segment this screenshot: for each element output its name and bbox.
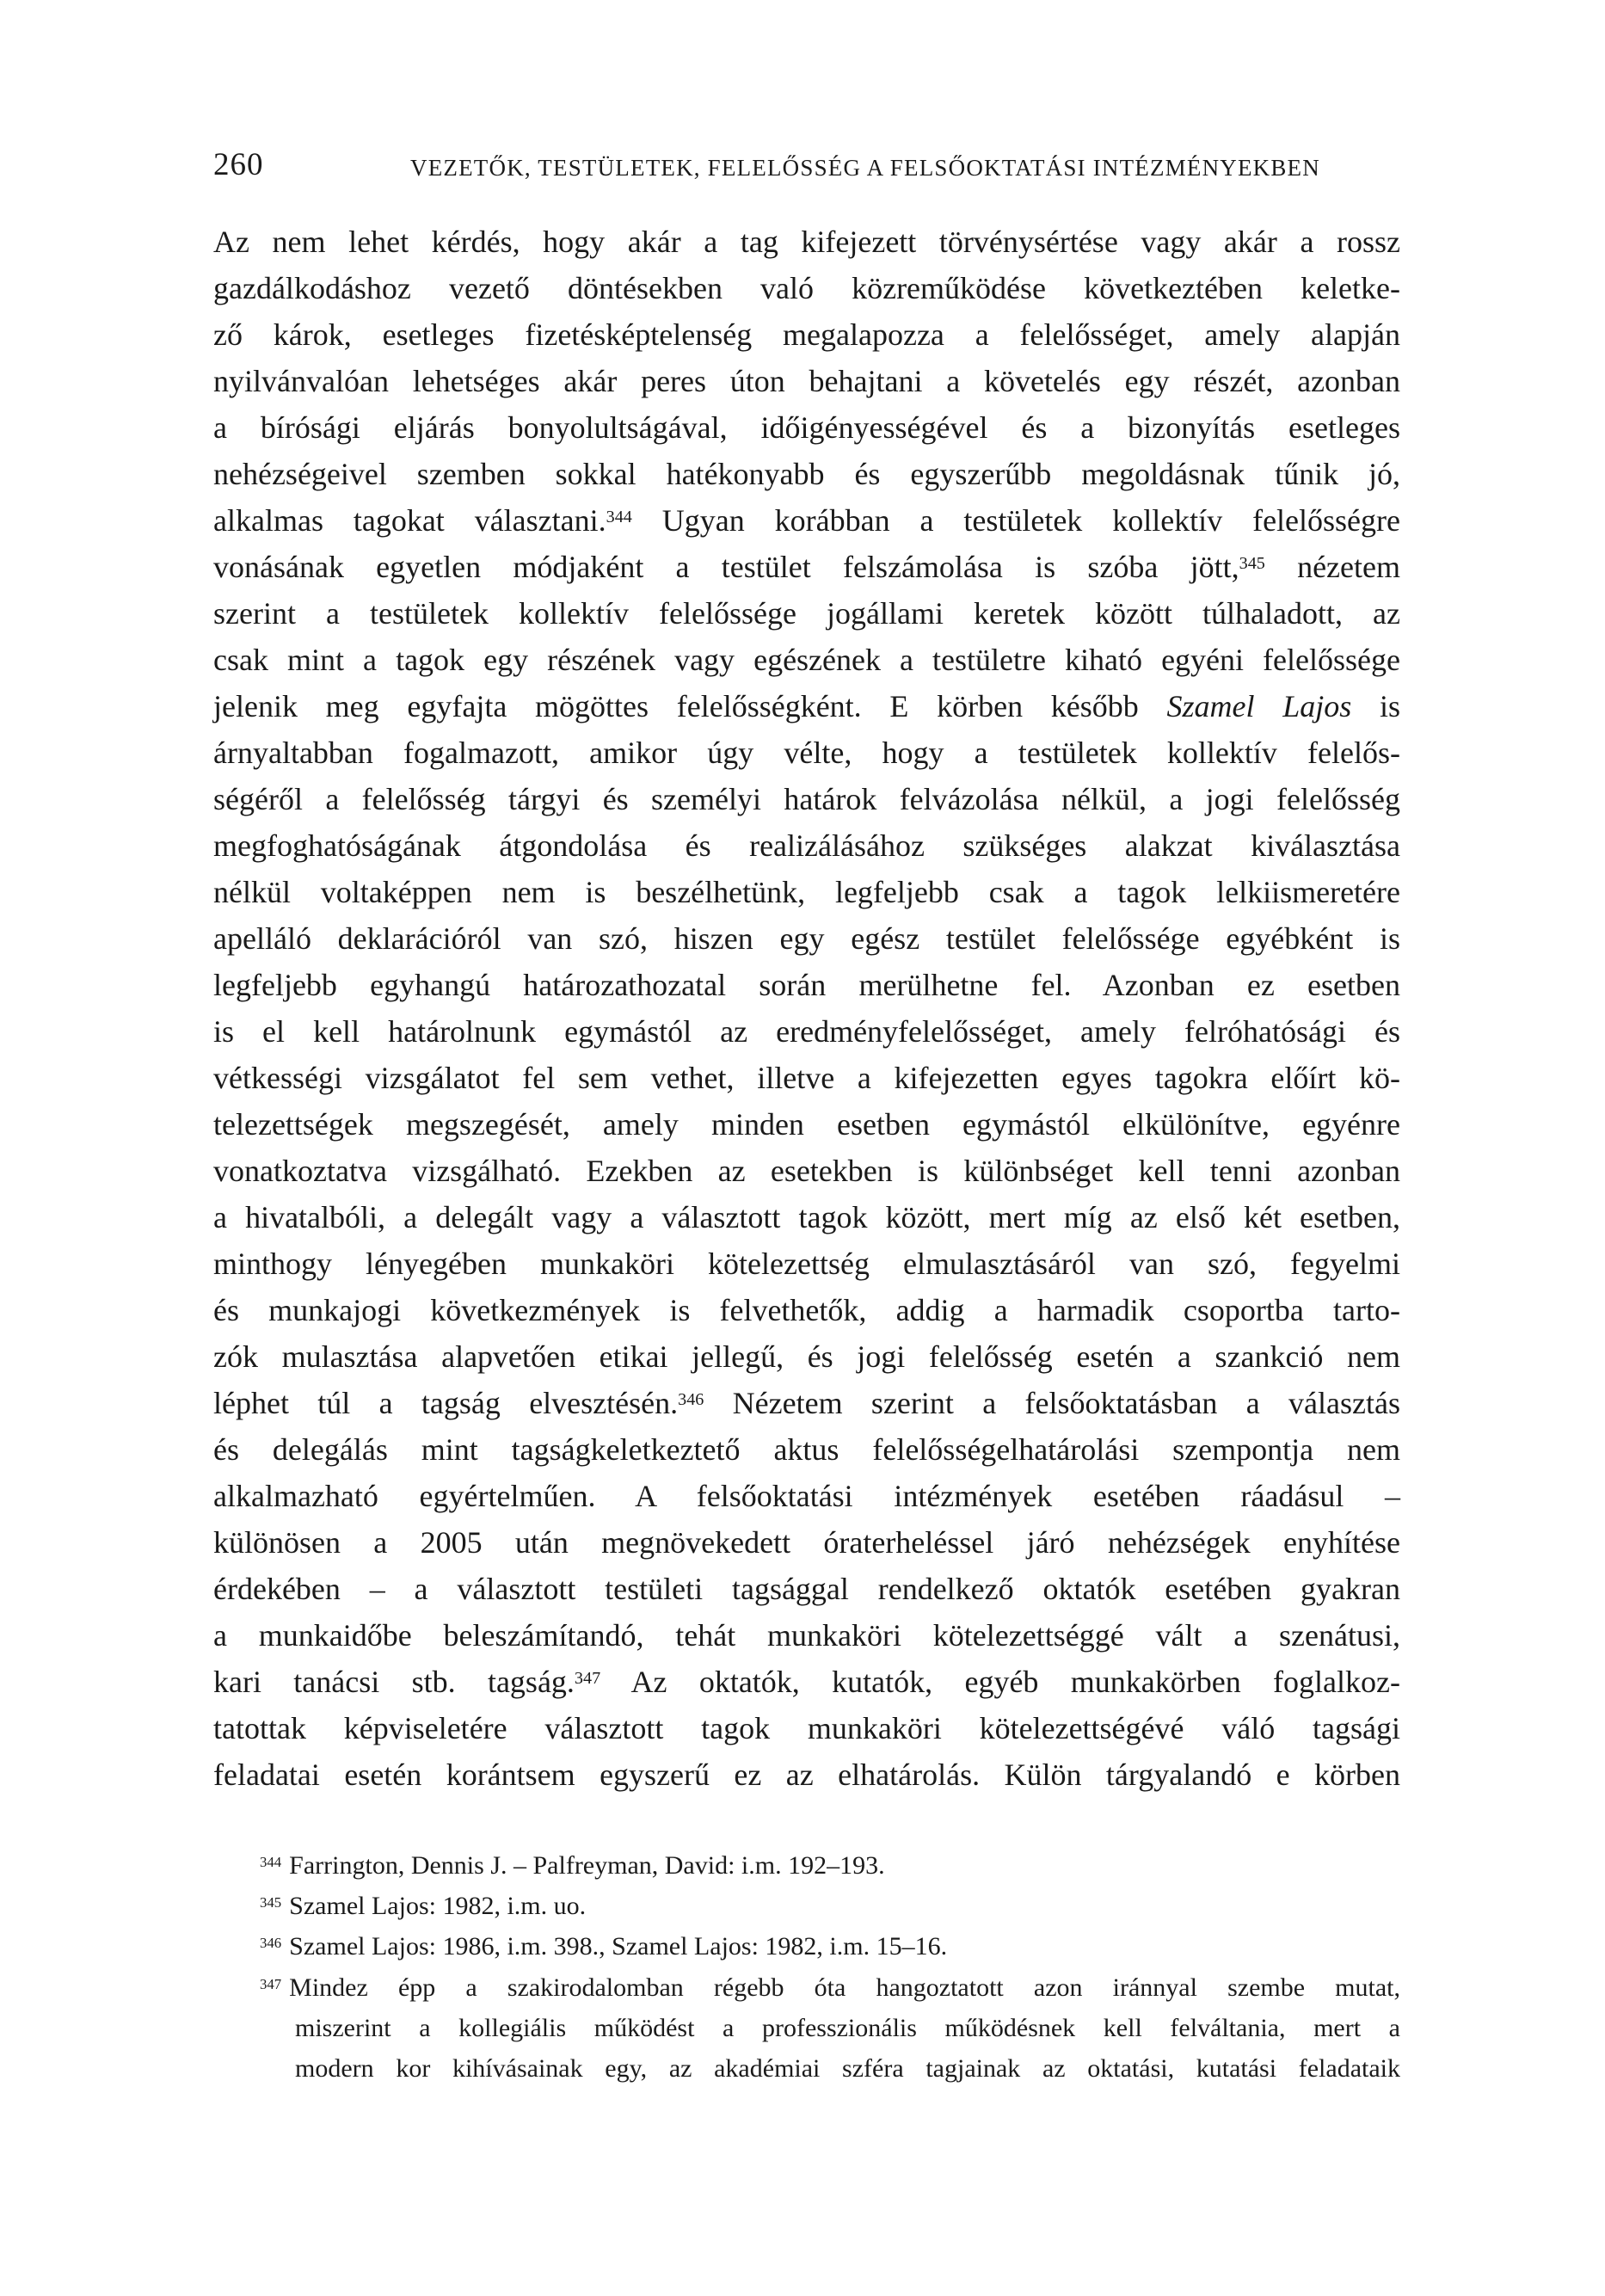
body-line: alkalmas tagokat választani.$^{344}$ Ugyan korábban a testületek kollektív felelősségre (213, 503, 1400, 538)
footnote-line: $^{344}$ Farrington, Dennis J. – Palfreyman, David: i.m. 192–193. (260, 1851, 885, 1880)
body-line: Az nem lehet kérdés, hogy akár a tag kifejezett törvénysértése vagy akár a rossz (213, 225, 1400, 259)
body-line: alkalmazható egyértelműen. A felsőoktatási intézmények esetében ráadásul – (213, 1479, 1400, 1513)
footnote-ref: 345 (1239, 554, 1265, 574)
body-line: nélkül voltaképpen nem is beszélhetünk, legfeljebb csak a tagok lelkiismeretére (213, 875, 1400, 909)
footnote-line: miszerint a kollegiális működést a professzionális működésnek kell felváltania, mert a (295, 2013, 1400, 2042)
body-line: jelenik meg egyfajta mögöttes felelősségként. E körben később Szamel Lajos is (213, 689, 1400, 723)
body-line: ző károk, esetleges fizetésképtelenség megalapozza a felelősséget, amely alapján (213, 317, 1400, 352)
body-line: telezettségek megszegését, amely minden esetben egymástól elkülönítve, egyénre (213, 1107, 1400, 1142)
body-line: vonásának egyetlen módjaként a testület felszámolása is szóba jött,$^{345}$ nézetem (213, 550, 1400, 584)
body-line: gazdálkodáshoz vezető döntésekben való közreműködése következtében keletke- (213, 271, 1400, 305)
body-line: különösen a 2005 után megnövekedett óraterheléssel járó nehézségek enyhítése (213, 1525, 1400, 1560)
body-line: zók mulasztása alapvetően etikai jellegű, és jogi felelősség esetén a szankció nem (213, 1339, 1400, 1374)
body-line: vétkességi vizsgálatot fel sem vethet, illetve a kifejezetten egyes tagokra előírt kö- (213, 1061, 1400, 1095)
body-line: és delegálás mint tagságkeletkeztető aktus felelősségelhatárolási szempontja nem (213, 1432, 1400, 1467)
footnote-number: 347 (260, 1975, 282, 1992)
body-line: apelláló deklarációról van szó, hiszen egy egész testület felelőssége egyébként is (213, 921, 1400, 956)
body-line: minthogy lényegében munkaköri kötelezettség elmulasztásáról van szó, fegyelmi (213, 1246, 1400, 1281)
footnote-number: 344 (260, 1853, 282, 1870)
footnotes (213, 1845, 1400, 2089)
footnote-line: modern kor kihívásainak egy, az akadémiai szféra tagjainak az oktatási, kutatási feladataik (295, 2053, 1400, 2083)
body-line: kari tanácsi stb. tagság.$^{347}$ Az oktatók, kutatók, egyéb munkakörben foglalkoz- (213, 1665, 1400, 1699)
page-number: 260 (213, 147, 264, 182)
body-line: csak mint a tagok egy részének vagy egészének a testületre kiható egyéni felelőssége (213, 643, 1400, 677)
body-line: is el kell határolnunk egymástól az eredményfelelősséget, amely felróhatósági és (213, 1014, 1400, 1049)
footnote-line: $^{345}$ Szamel Lajos: 1982, i.m. uo. (260, 1892, 587, 1921)
body-line: feladatai esetén korántsem egyszerű ez az elhatárolás. Külön tárgyalandó e körben (213, 1757, 1400, 1792)
body-line: a bírósági eljárás bonyolultságával, időigényességével és a bizonyítás esetleges (213, 410, 1400, 445)
body-line: vonatkoztatva vizsgálható. Ezekben az esetekben is különbséget kell tenni azonban (213, 1154, 1400, 1188)
footnote-number: 346 (260, 1935, 282, 1952)
footnote-number: 345 (260, 1894, 282, 1911)
running-header (213, 148, 1400, 189)
body-line: nyilvánvalóan lehetséges akár peres úton behajtani a követelés egy részét, azonban (213, 364, 1400, 398)
footnote-ref: 344 (606, 508, 632, 527)
body-line: a hivatalbóli, a delegált vagy a választott tagok között, mert míg az első két esetben, (213, 1200, 1400, 1234)
footnote-line: $^{347}$ Mindez épp a szakirodalomban régebb óta hangoztatott azon iránnyal szembe mutat, (260, 1973, 1400, 2002)
body-line: léphet túl a tagság elvesztésén.$^{346}$ Nézetem szerint a felsőoktatásban a választás (213, 1386, 1400, 1420)
body-line: a munkaidőbe beleszámítandó, tehát munkaköri kötelezettséggé vált a szenátusi, (213, 1618, 1400, 1653)
body-line: szerint a testületek kollektív felelőssége jogállami keretek között túlhaladott, az (213, 596, 1400, 631)
running-header-title: VEZETŐK, TESTÜLETEK, FELELŐSSÉG A FELSŐOKTATÁSI INTÉZMÉNYEKBEN (410, 155, 1320, 181)
body-line: érdekében – a választott testületi tagsággal rendelkező oktatók esetében gyakran (213, 1572, 1400, 1606)
body-text (213, 219, 1400, 1798)
footnote-ref: 347 (574, 1669, 601, 1689)
footnote-line: $^{346}$ Szamel Lajos: 1986, i.m. 398., Szamel Lajos: 1982, i.m. 15–16. (260, 1932, 948, 1961)
body-line: ségéről a felelősség tárgyi és személyi határok felvázolása nélkül, a jogi felelősség (213, 782, 1400, 816)
body-line: tatottak képviseletére választott tagok munkaköri kötelezettségévé váló tagsági (213, 1711, 1400, 1745)
body-line: nehézségeivel szemben sokkal hatékonyabb és egyszerűbb megoldásnak tűnik jó, (213, 457, 1400, 491)
body-line: megfoghatóságának átgondolása és realizálásához szükséges alakzat kiválasztása (213, 828, 1400, 863)
body-line: árnyaltabban fogalmazott, amikor úgy vélte, hogy a testületek kollektív felelős- (213, 736, 1400, 770)
body-line: és munkajogi következmények is felvethetők, addig a harmadik csoportba tarto- (213, 1293, 1400, 1327)
body-line: legfeljebb egyhangú határozathozatal során merülhetne fel. Azonban ez esetben (213, 968, 1400, 1002)
footnote-ref: 346 (678, 1390, 704, 1410)
